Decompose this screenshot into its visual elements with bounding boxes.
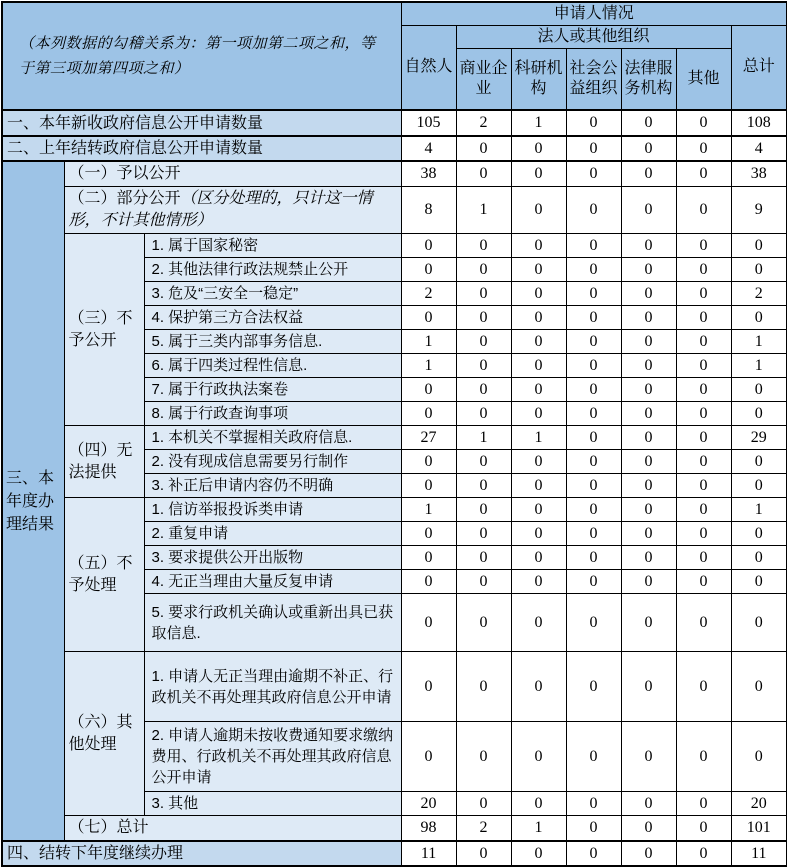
group-label-1-disclosed: （一）予以公开 (64, 161, 401, 187)
value-cell: 20 (731, 792, 787, 816)
group-label-2-main: （二）部分公开 (68, 190, 181, 207)
value-cell: 0 (566, 258, 621, 282)
value-cell: 0 (566, 546, 621, 570)
value-cell: 11 (731, 841, 787, 866)
value-cell: 0 (676, 570, 731, 594)
value-cell: 0 (566, 652, 621, 722)
item-label: 1. 属于国家秘密 (144, 234, 401, 258)
value-cell: 1 (731, 354, 787, 378)
value-cell: 0 (401, 258, 456, 282)
value-cell: 0 (456, 234, 511, 258)
value-cell: 0 (566, 110, 621, 136)
value-cell: 0 (456, 402, 511, 426)
value-cell: 0 (621, 450, 676, 474)
value-cell: 0 (676, 722, 731, 792)
value-cell: 0 (456, 378, 511, 402)
value-cell: 0 (401, 450, 456, 474)
value-cell: 0 (566, 187, 621, 234)
value-cell: 4 (731, 136, 787, 161)
value-cell: 9 (731, 187, 787, 234)
value-cell: 0 (676, 378, 731, 402)
value-cell: 2 (401, 282, 456, 306)
value-cell: 0 (731, 306, 787, 330)
value-cell: 0 (621, 652, 676, 722)
value-cell: 1 (731, 330, 787, 354)
value-cell: 0 (456, 546, 511, 570)
value-cell: 0 (566, 234, 621, 258)
value-cell: 0 (511, 594, 566, 652)
value-cell: 2 (731, 282, 787, 306)
value-cell: 0 (566, 161, 621, 187)
value-cell: 1 (511, 110, 566, 136)
value-cell: 0 (566, 402, 621, 426)
value-cell: 0 (566, 594, 621, 652)
item-label: 3. 要求提供公开出版物 (144, 546, 401, 570)
item-label: 1. 本机关不掌握相关政府信息. (144, 426, 401, 450)
col-header-total: 总计 (731, 25, 787, 110)
value-cell: 0 (731, 450, 787, 474)
value-cell: 1 (731, 498, 787, 522)
value-cell: 0 (566, 722, 621, 792)
value-cell: 0 (676, 330, 731, 354)
value-cell: 98 (401, 816, 456, 842)
value-cell: 0 (511, 402, 566, 426)
group-label-7-total: （七）总计 (64, 816, 401, 842)
statistics-table (1, 1, 787, 867)
value-cell: 0 (401, 522, 456, 546)
value-cell: 0 (566, 570, 621, 594)
item-label: 1. 申请人无正当理由逾期不补正、行政机关不再处理其政府信息公开申请 (144, 652, 401, 722)
reconciliation-note: （本列数据的勾稽关系为：第一项加第二项之和，等于第三项加第四项之和） (2, 2, 401, 110)
value-cell: 0 (621, 258, 676, 282)
value-cell: 0 (621, 792, 676, 816)
value-cell: 0 (511, 522, 566, 546)
item-label: 7. 属于行政执法案卷 (144, 378, 401, 402)
value-cell: 0 (566, 450, 621, 474)
value-cell: 0 (621, 282, 676, 306)
value-cell: 0 (731, 594, 787, 652)
group-label-3-not-disclosed: （三）不予公开 (64, 234, 144, 426)
item-label: 4. 保护第三方合法权益 (144, 306, 401, 330)
value-cell: 0 (456, 498, 511, 522)
value-cell: 0 (676, 234, 731, 258)
value-cell: 0 (401, 594, 456, 652)
value-cell: 0 (511, 841, 566, 866)
item-label: 3. 其他 (144, 792, 401, 816)
group-label-5-not-processed: （五）不予处理 (64, 498, 144, 652)
value-cell: 0 (566, 841, 621, 866)
value-cell: 0 (676, 187, 731, 234)
col-header-natural-person: 自然人 (401, 25, 456, 110)
col-header-other: 其他 (676, 48, 731, 110)
value-cell: 1 (401, 498, 456, 522)
item-label: 4. 无正当理由大量反复申请 (144, 570, 401, 594)
value-cell: 0 (731, 522, 787, 546)
value-cell: 0 (401, 652, 456, 722)
value-cell: 0 (621, 136, 676, 161)
value-cell: 0 (621, 378, 676, 402)
item-label: 2. 没有现成信息需要另行制作 (144, 450, 401, 474)
value-cell: 0 (456, 652, 511, 722)
value-cell: 0 (566, 816, 621, 842)
value-cell: 8 (401, 187, 456, 234)
value-cell: 1 (456, 187, 511, 234)
value-cell: 0 (456, 354, 511, 378)
value-cell: 1 (456, 426, 511, 450)
value-cell: 0 (621, 498, 676, 522)
value-cell: 0 (621, 161, 676, 187)
row-label-4-carried-to-next-year: 四、结转下年度继续办理 (2, 841, 401, 866)
value-cell: 0 (566, 522, 621, 546)
value-cell: 0 (621, 354, 676, 378)
value-cell: 0 (456, 450, 511, 474)
value-cell: 0 (456, 722, 511, 792)
value-cell: 0 (676, 594, 731, 652)
header-legal-org-group: 法人或其他组织 (456, 25, 731, 48)
value-cell: 0 (621, 110, 676, 136)
value-cell: 0 (456, 282, 511, 306)
value-cell: 0 (676, 546, 731, 570)
value-cell: 108 (731, 110, 787, 136)
value-cell: 0 (621, 594, 676, 652)
value-cell: 0 (511, 234, 566, 258)
value-cell: 0 (621, 474, 676, 498)
item-label: 2. 其他法律行政法规禁止公开 (144, 258, 401, 282)
value-cell: 0 (566, 136, 621, 161)
value-cell: 0 (621, 187, 676, 234)
value-cell: 101 (731, 816, 787, 842)
item-label: 5. 属于三类内部事务信息. (144, 330, 401, 354)
value-cell: 0 (401, 474, 456, 498)
value-cell: 0 (676, 841, 731, 866)
value-cell: 0 (401, 546, 456, 570)
value-cell: 0 (456, 330, 511, 354)
value-cell: 0 (566, 306, 621, 330)
item-label: 3. 补正后申请内容仍不明确 (144, 474, 401, 498)
value-cell: 0 (511, 306, 566, 330)
value-cell: 20 (401, 792, 456, 816)
value-cell: 0 (676, 498, 731, 522)
value-cell: 0 (511, 546, 566, 570)
value-cell: 11 (401, 841, 456, 866)
value-cell: 1 (401, 330, 456, 354)
value-cell: 29 (731, 426, 787, 450)
value-cell: 2 (456, 816, 511, 842)
value-cell: 0 (731, 570, 787, 594)
value-cell: 0 (456, 474, 511, 498)
value-cell: 0 (511, 450, 566, 474)
value-cell: 0 (511, 330, 566, 354)
value-cell: 0 (401, 378, 456, 402)
value-cell: 105 (401, 110, 456, 136)
value-cell: 0 (456, 161, 511, 187)
item-label: 3. 危及“三安全一稳定” (144, 282, 401, 306)
item-label: 5. 要求行政机关确认或重新出具已获取信息. (144, 594, 401, 652)
value-cell: 0 (566, 474, 621, 498)
value-cell: 0 (511, 354, 566, 378)
value-cell: 0 (621, 570, 676, 594)
value-cell: 0 (511, 792, 566, 816)
value-cell: 0 (566, 792, 621, 816)
value-cell: 0 (511, 282, 566, 306)
value-cell: 0 (731, 378, 787, 402)
value-cell: 0 (566, 378, 621, 402)
value-cell: 0 (621, 234, 676, 258)
value-cell: 0 (621, 402, 676, 426)
value-cell: 0 (676, 816, 731, 842)
value-cell: 0 (676, 161, 731, 187)
value-cell: 0 (676, 474, 731, 498)
value-cell: 0 (676, 306, 731, 330)
value-cell: 0 (621, 841, 676, 866)
value-cell: 0 (456, 306, 511, 330)
value-cell: 0 (511, 498, 566, 522)
value-cell: 0 (511, 187, 566, 234)
value-cell: 0 (676, 792, 731, 816)
value-cell: 38 (401, 161, 456, 187)
item-label: 2. 重复申请 (144, 522, 401, 546)
value-cell: 0 (456, 841, 511, 866)
value-cell: 0 (511, 474, 566, 498)
col-header-social-org: 社会公益组织 (566, 48, 621, 110)
value-cell: 0 (676, 258, 731, 282)
value-cell: 0 (621, 816, 676, 842)
col-header-legal-service: 法律服务机构 (621, 48, 676, 110)
value-cell: 0 (511, 652, 566, 722)
value-cell: 0 (511, 722, 566, 792)
header-applicant-status: 申请人情况 (401, 2, 787, 25)
item-label: 2. 申请人逾期未按收费通知要求缴纳费用、行政机关不再处理其政府信息公开申请 (144, 722, 401, 792)
value-cell: 0 (456, 258, 511, 282)
item-label: 8. 属于行政查询事项 (144, 402, 401, 426)
group-label-6-other-handling: （六）其他处理 (64, 652, 144, 816)
value-cell: 1 (511, 816, 566, 842)
value-cell: 0 (566, 498, 621, 522)
spine-label-annual-results: 三、本年度办理结果 (2, 161, 64, 841)
value-cell: 0 (621, 522, 676, 546)
value-cell: 0 (731, 474, 787, 498)
value-cell: 0 (456, 136, 511, 161)
group-label-2-partially-disclosed (64, 187, 401, 234)
value-cell: 1 (511, 426, 566, 450)
value-cell: 0 (566, 330, 621, 354)
value-cell: 4 (401, 136, 456, 161)
value-cell: 27 (401, 426, 456, 450)
item-label: 1. 信访举报投诉类申请 (144, 498, 401, 522)
value-cell: 0 (676, 110, 731, 136)
value-cell: 0 (731, 546, 787, 570)
value-cell: 0 (401, 570, 456, 594)
col-header-commercial-enterprise: 商业企业 (456, 48, 511, 110)
row-label-1-new-received: 一、本年新收政府信息公开申请数量 (2, 110, 401, 136)
value-cell: 0 (676, 136, 731, 161)
value-cell: 0 (731, 402, 787, 426)
value-cell: 0 (511, 161, 566, 187)
value-cell: 0 (511, 136, 566, 161)
value-cell: 0 (731, 722, 787, 792)
value-cell: 0 (676, 354, 731, 378)
value-cell: 0 (676, 426, 731, 450)
row-label-2-carried-over: 二、上年结转政府信息公开申请数量 (2, 136, 401, 161)
item-label: 6. 属于四类过程性信息. (144, 354, 401, 378)
value-cell: 0 (731, 234, 787, 258)
value-cell: 0 (511, 570, 566, 594)
value-cell: 0 (456, 792, 511, 816)
value-cell: 0 (511, 258, 566, 282)
value-cell: 0 (676, 522, 731, 546)
value-cell: 0 (621, 306, 676, 330)
value-cell: 2 (456, 110, 511, 136)
value-cell: 0 (566, 282, 621, 306)
value-cell: 0 (566, 354, 621, 378)
value-cell: 0 (676, 450, 731, 474)
value-cell: 0 (621, 722, 676, 792)
value-cell: 0 (456, 594, 511, 652)
value-cell: 0 (731, 652, 787, 722)
col-header-research-institution: 科研机构 (511, 48, 566, 110)
value-cell: 0 (401, 234, 456, 258)
value-cell: 0 (621, 330, 676, 354)
value-cell: 0 (676, 282, 731, 306)
value-cell: 0 (676, 402, 731, 426)
value-cell: 0 (401, 402, 456, 426)
value-cell: 0 (731, 258, 787, 282)
value-cell: 0 (456, 522, 511, 546)
value-cell: 0 (511, 378, 566, 402)
group-label-4-unable-to-provide: （四）无法提供 (64, 426, 144, 498)
value-cell: 0 (456, 570, 511, 594)
value-cell: 0 (676, 652, 731, 722)
value-cell: 0 (401, 306, 456, 330)
group-label-2-note: （区分处理的，只计这一情形，不计其他情形） (68, 190, 373, 229)
value-cell: 0 (621, 546, 676, 570)
value-cell: 0 (566, 426, 621, 450)
value-cell: 0 (621, 426, 676, 450)
value-cell: 1 (401, 354, 456, 378)
value-cell: 38 (731, 161, 787, 187)
value-cell: 0 (401, 722, 456, 792)
